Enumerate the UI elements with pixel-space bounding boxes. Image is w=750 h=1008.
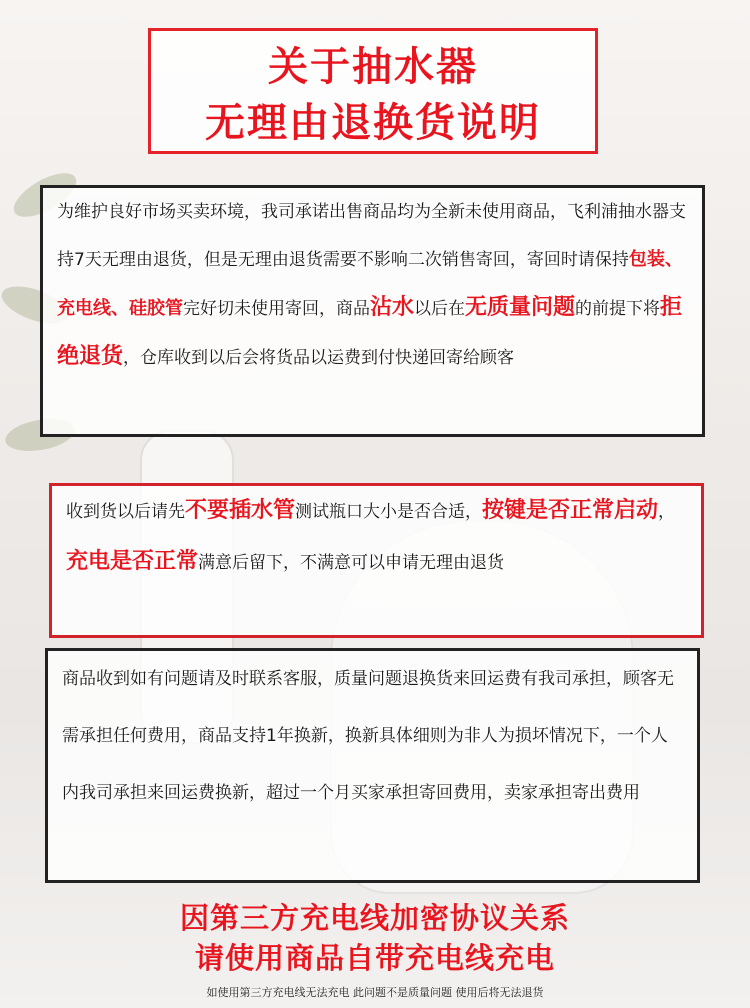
policy-text-5: ，仓库收到以后会将货品以运费到付快递回寄给顾客 xyxy=(123,348,515,368)
test-instructions-card xyxy=(49,483,704,638)
quality-issue-card xyxy=(45,648,700,883)
charging-cable-notice-2: 请使用商品自带充电线充电 xyxy=(194,941,555,975)
title-line-2: 无理由退换货说明 xyxy=(205,100,541,146)
highlight-no-quality-issue: 无质量问题 xyxy=(465,295,576,320)
highlight-button-check: 按键是否正常启动 xyxy=(482,498,659,523)
footnote: 如使用第三方充电线无法充电 此问题不是质量问题 使用后将无法退货 xyxy=(206,986,544,999)
test-text-2: 测试瓶口大小是否合适， xyxy=(295,502,483,522)
policy-text-3: 以后在 xyxy=(414,299,466,319)
policy-text-1: 为维护良好市场买卖环境，我司承诺出售商品均为全新未使用商品，飞利浦抽水器支持7天无理由退货，但是无理由退货需要不影响二次销售寄回，寄回时请保持 xyxy=(57,202,686,270)
highlight-no-hose: 不要插水管 xyxy=(185,498,296,523)
policy-text-4: 的前提下将 xyxy=(575,299,661,319)
title-line-1: 关于抽水器 xyxy=(268,44,478,90)
return-policy-text xyxy=(57,188,688,382)
test-text-1: 收到货以后请先 xyxy=(66,502,185,522)
quality-issue-text: 商品收到如有问题请及时联系客服，质量问题退换货来回运费有我司承担，顾客无需承担任何费用，商品支持1年换新，换新具体细则为非人为损坏情况下，一个人内我司承担来回运费换新，超过一个月买家承担寄回费用，卖家承担寄出费用 xyxy=(62,669,674,803)
test-instructions-text xyxy=(66,486,687,588)
charging-cable-notice-1: 因第三方充电线加密协议关系 xyxy=(179,901,570,935)
test-text-3: ， xyxy=(658,502,676,522)
test-text-4: 满意后留下，不满意可以申请无理由退货 xyxy=(198,553,505,573)
title-box xyxy=(148,28,598,154)
policy-text-2: 完好切未使用寄回，商品 xyxy=(183,299,370,319)
highlight-refuse-return: 拒绝退货 xyxy=(57,295,683,369)
highlight-charging-check: 充电是否正常 xyxy=(66,549,199,574)
highlight-wet: 沾水 xyxy=(370,295,415,320)
return-policy-card xyxy=(40,185,705,437)
highlight-package-items: 包装、充电线、硅胶管 xyxy=(57,249,683,319)
